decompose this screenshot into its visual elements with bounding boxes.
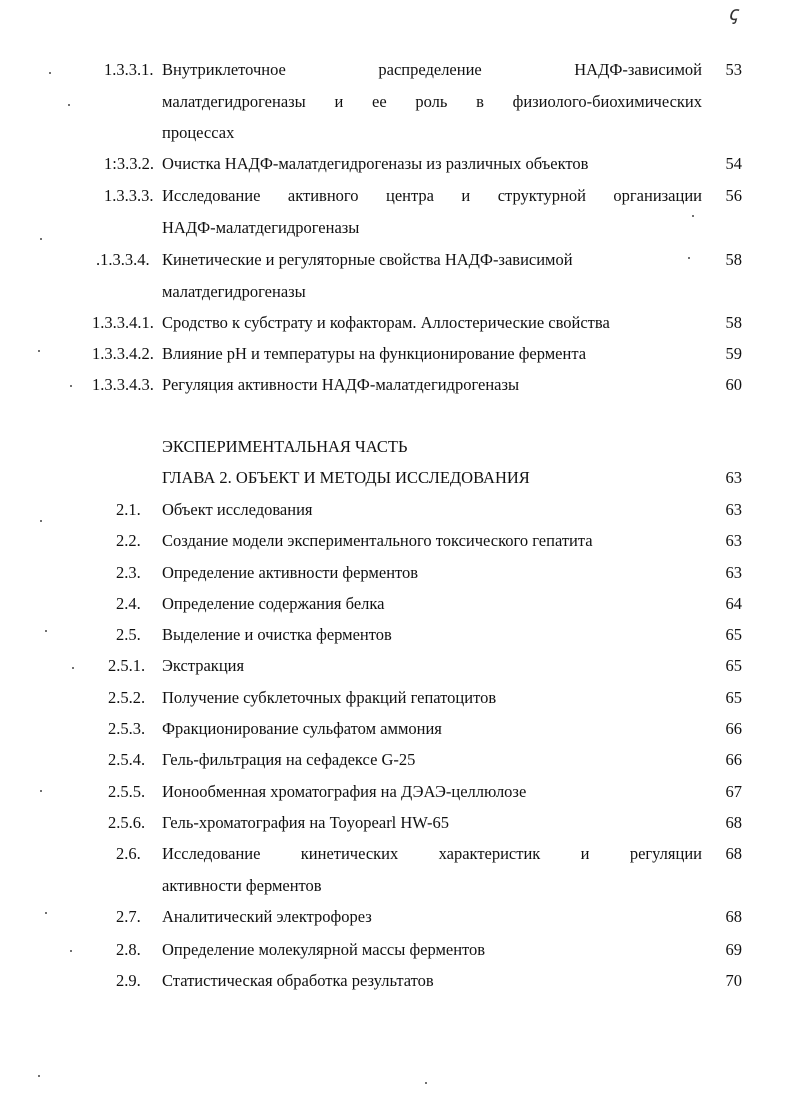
toc-entry-number: 2.8.	[116, 940, 141, 959]
scan-speck	[40, 520, 42, 522]
toc-entry	[0, 186, 799, 237]
toc-entry-title: Регуляция активности НАДФ-малатдегидрогеназы	[162, 375, 520, 394]
toc-entry-page: 65	[725, 625, 742, 644]
toc-entry	[0, 907, 799, 931]
scan-speck	[49, 72, 51, 74]
toc-entry	[0, 563, 799, 587]
scan-speck	[45, 630, 47, 632]
toc-entry-title: Фракционирование сульфатом аммония	[162, 719, 442, 738]
toc-entry-title: Аналитический электрофорез	[162, 907, 372, 926]
toc-entry-page: 66	[725, 719, 742, 738]
scan-speck	[68, 104, 70, 106]
toc-entry-number: 2.5.5.	[108, 782, 146, 801]
toc-entry-page: 56	[725, 186, 742, 205]
toc-entry-title-continued: процессах	[162, 123, 235, 142]
toc-entry	[0, 625, 799, 649]
toc-entry	[0, 971, 799, 995]
toc-entry-page: 63	[725, 468, 742, 487]
scan-speck	[692, 215, 694, 217]
toc-entry-page: 65	[725, 688, 742, 707]
toc-entry-number: 2.4.	[116, 594, 141, 613]
toc-entry-page: 66	[725, 750, 742, 769]
toc-entry-number: 2.3.	[116, 563, 141, 582]
toc-entry-number: 1.3.3.1.	[104, 60, 154, 79]
toc-entry-number: 1:3.3.2.	[104, 154, 154, 173]
scan-speck	[38, 1075, 40, 1077]
toc-entry-title: Выделение и очистка ферментов	[162, 625, 392, 644]
toc-entry-title-continued: активности ферментов	[162, 876, 322, 895]
toc-entry-title: Исследование активного центра и структурной организации	[162, 186, 702, 205]
toc-entry	[0, 344, 799, 368]
toc-entry	[0, 375, 799, 399]
toc-entry	[0, 656, 799, 680]
toc-entry-page: 59	[725, 344, 742, 363]
toc-entry-number: 2.7.	[116, 907, 141, 926]
toc-entry-title-continued: малатдегидрогеназы	[162, 282, 306, 301]
toc-entry-number: 2.5.6.	[108, 813, 146, 832]
toc-entry-page: 54	[725, 154, 742, 173]
toc-entry-page: 53	[725, 60, 742, 79]
toc-entry-title: Экстракция	[162, 656, 245, 675]
toc-entry-title: Исследование кинетических характеристик и регуляции	[162, 844, 702, 863]
toc-entry-page: 67	[725, 782, 742, 801]
toc-entry-title: Определение молекулярной массы ферментов	[162, 940, 486, 959]
toc-entry	[0, 594, 799, 618]
toc-entry-number: 2.5.	[116, 625, 141, 644]
scan-speck	[425, 1082, 427, 1084]
toc-entry-title: Определение содержания белка	[162, 594, 385, 613]
scan-speck	[40, 790, 42, 792]
section-heading: ЭКСПЕРИМЕНТАЛЬНАЯ ЧАСТЬ	[162, 437, 408, 456]
toc-entry-page: 60	[725, 375, 742, 394]
toc-entry-page: 65	[725, 656, 742, 675]
toc-entry-number: 2.1.	[116, 500, 141, 519]
toc-entry	[0, 60, 799, 142]
toc-entry	[0, 940, 799, 964]
toc-entry-title-continued: малатдегидрогеназы и ее роль в физиолого-биохимических	[162, 92, 702, 111]
toc-entry-page: 68	[725, 907, 742, 926]
scan-speck	[70, 950, 72, 952]
toc-entry-title-continued: НАДФ-малатдегидрогеназы	[162, 218, 360, 237]
toc-entry-page: 58	[725, 250, 742, 269]
toc-entry-number: 1.3.3.3.	[104, 186, 154, 205]
toc-entry-number: 2.9.	[116, 971, 141, 990]
toc-entry-page: 68	[725, 813, 742, 832]
toc-entry-title: Гель-хроматография на Toyopearl HW-65	[162, 813, 449, 832]
toc-entry-number: 2.5.3.	[108, 719, 146, 738]
toc-entry-page: 63	[725, 500, 742, 519]
toc-entry-title: Ионообменная хроматография на ДЭАЭ-целлюлозе	[162, 782, 527, 801]
toc-entry-number: 2.5.4.	[108, 750, 146, 769]
chapter-title: ГЛАВА 2. ОБЪЕКТ И МЕТОДЫ ИССЛЕДОВАНИЯ	[162, 468, 530, 487]
toc-entry	[0, 813, 799, 837]
toc-entry-number: .1.3.3.4.	[96, 250, 150, 269]
toc-entry-number: 2.5.1.	[108, 656, 146, 675]
scan-speck	[40, 238, 42, 240]
toc-entry-title: Влияние pH и температуры на функционирование фермента	[162, 344, 587, 363]
toc-entry	[0, 719, 799, 743]
toc-entry	[0, 154, 799, 178]
toc-entry-title: Объект исследования	[162, 500, 313, 519]
toc-entry-number: 2.6.	[116, 844, 141, 863]
scan-speck	[688, 257, 690, 259]
toc-entry-title: Статистическая обработка результатов	[162, 971, 434, 990]
toc-entry	[0, 688, 799, 712]
scan-speck	[72, 667, 74, 669]
toc-entry-page: 70	[725, 971, 742, 990]
toc-entry-number: 2.5.2.	[108, 688, 146, 707]
toc-entry-page: 69	[725, 940, 742, 959]
scan-speck	[45, 912, 47, 914]
toc-entry-title: Создание модели экспериментального токсического гепатита	[162, 531, 593, 550]
toc-entry	[0, 531, 799, 555]
toc-entry-title: Сродство к субстрату и кофакторам. Аллостерические свойства	[162, 313, 610, 332]
toc-entry	[0, 500, 799, 524]
toc-entry	[0, 250, 799, 301]
scan-speck	[70, 385, 72, 387]
toc-entry-title: Кинетические и регуляторные свойства НАДФ-зависимой	[162, 250, 573, 269]
toc-entry-title: Очистка НАДФ-малатдегидрогеназы из различных объектов	[162, 154, 589, 173]
toc-entry-page: 64	[725, 594, 742, 613]
toc-entry	[0, 844, 799, 895]
page-number: ꞔ	[728, 3, 738, 25]
toc-entry-page: 63	[725, 563, 742, 582]
toc-entry-number: 1.3.3.4.1.	[92, 313, 154, 332]
toc-entry-title: Определение активности ферментов	[162, 563, 419, 582]
toc-entry-title: Внутриклеточное распределение НАДФ-зависимой	[162, 60, 702, 79]
scan-speck	[38, 350, 40, 352]
toc-entry-number: 1.3.3.4.3.	[92, 375, 154, 394]
toc-entry	[0, 313, 799, 337]
toc-entry-number: 1.3.3.4.2.	[92, 344, 154, 363]
toc-entry-page: 63	[725, 531, 742, 550]
toc-entry-page: 68	[725, 844, 742, 863]
toc-entry	[0, 782, 799, 806]
toc-entry-number: 2.2.	[116, 531, 141, 550]
toc-entry-page: 58	[725, 313, 742, 332]
toc-entry-title: Получение субклеточных фракций гепатоцитов	[162, 688, 497, 707]
chapter-heading-entry	[0, 468, 799, 492]
toc-entry-title: Гель-фильтрация на сефадексе G-25	[162, 750, 416, 769]
toc-entry	[0, 750, 799, 774]
